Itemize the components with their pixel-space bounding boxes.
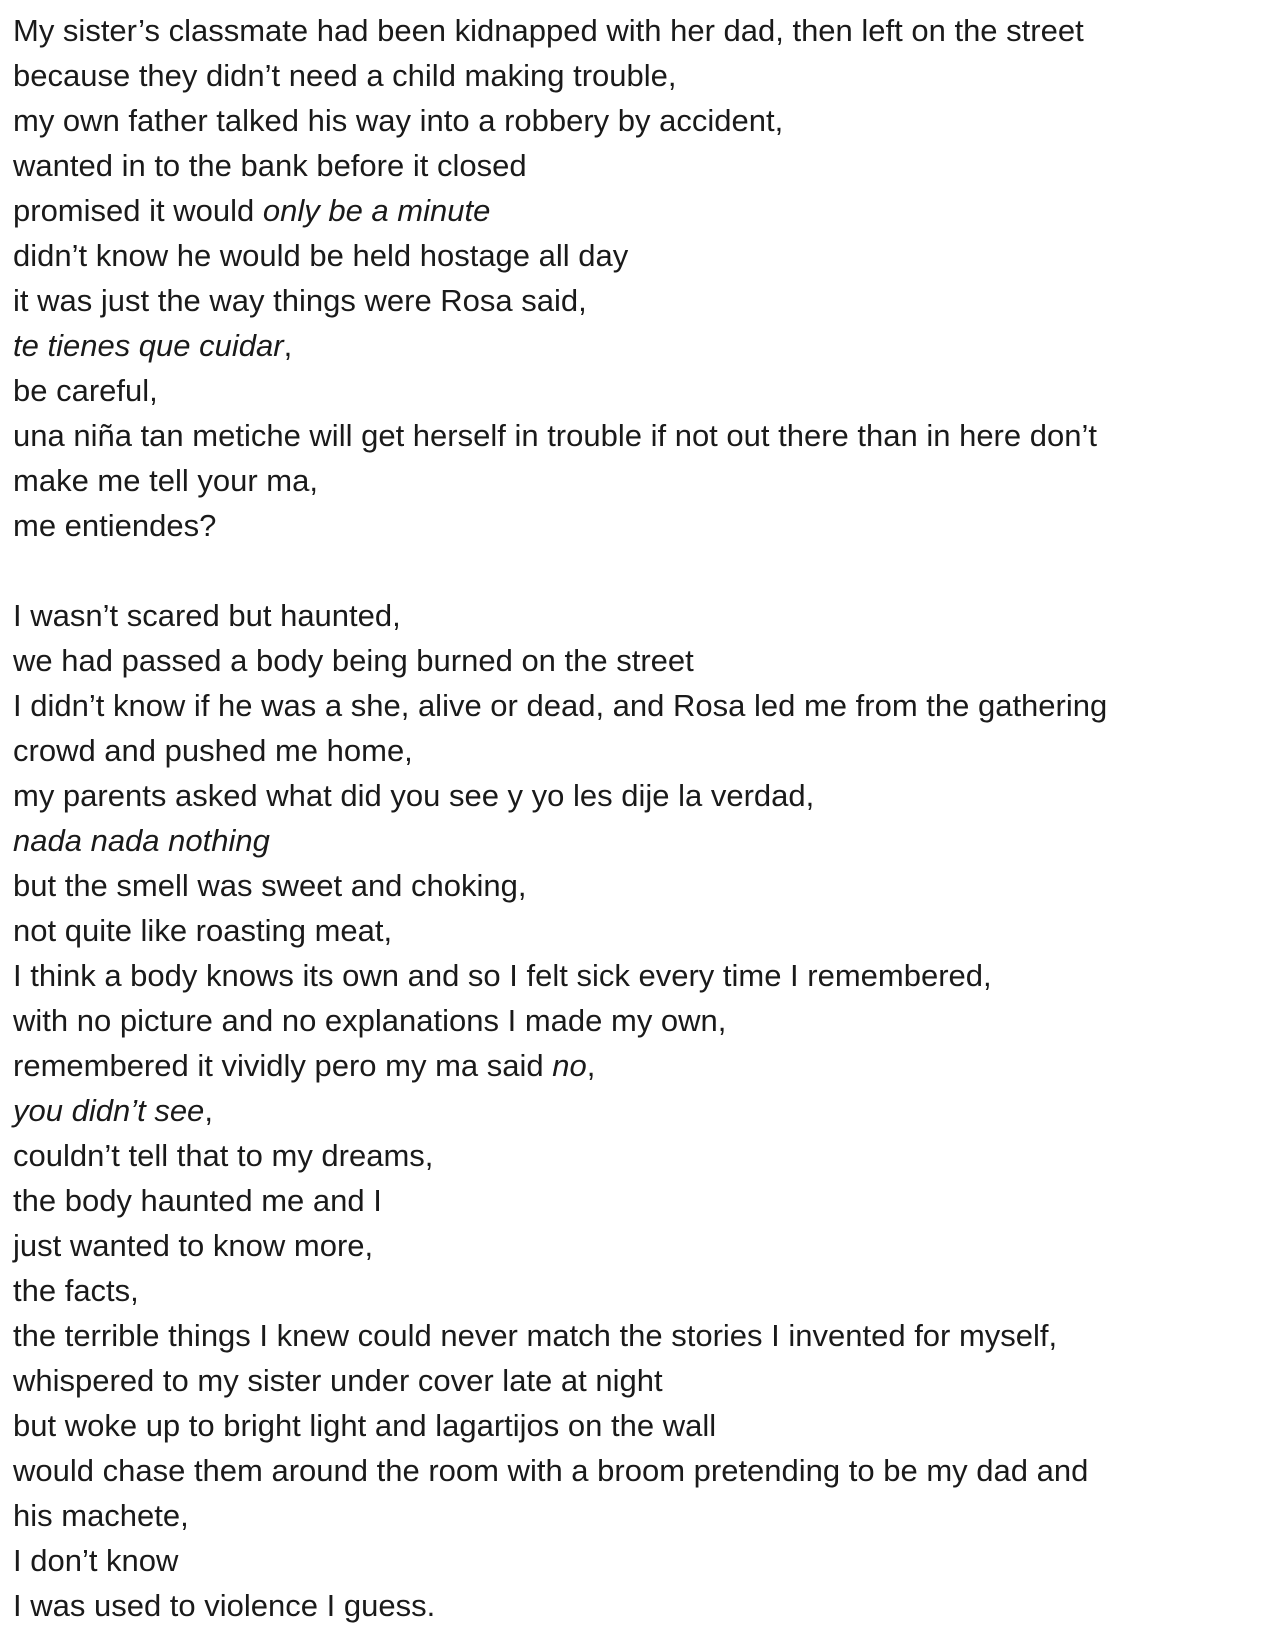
poem-line: [13, 1088, 1263, 1133]
poem-line: [13, 1268, 1263, 1313]
line-text: the facts,: [13, 1273, 139, 1308]
poem-line: [13, 53, 1263, 98]
line-text: I wasn’t scared but haunted,: [13, 598, 401, 633]
poem-line: [13, 1403, 1263, 1448]
stanza-1: [13, 8, 1263, 548]
poem-line: [13, 188, 1263, 233]
line-text: would chase them around the room with a broom pretending to be my dad and: [13, 1453, 1089, 1488]
poem-line: [13, 1043, 1263, 1088]
poem-line: [13, 1538, 1263, 1583]
italic-text: te tienes que cuidar: [13, 328, 284, 363]
poem-page: [13, 8, 1263, 1628]
poem-line: [13, 863, 1263, 908]
line-text: make me tell your ma,: [13, 463, 318, 498]
line-text: with no picture and no explanations I made my own,: [13, 1003, 727, 1038]
poem-line: [13, 1223, 1263, 1268]
line-text: My sister’s classmate had been kidnapped with her dad, then left on the street: [13, 13, 1084, 48]
line-text: didn’t know he would be held hostage all day: [13, 238, 629, 273]
line-text: his machete,: [13, 1498, 189, 1533]
line-text: I didn’t know if he was a she, alive or dead, and Rosa led me from the gathering: [13, 688, 1108, 723]
poem-line: [13, 908, 1263, 953]
line-text: it was just the way things were Rosa said,: [13, 283, 587, 318]
poem-line: [13, 1133, 1263, 1178]
poem-line: [13, 1583, 1263, 1628]
line-text: I think a body knows its own and so I felt sick every time I remembered,: [13, 958, 992, 993]
poem-line: [13, 1493, 1263, 1538]
poem-line: [13, 593, 1263, 638]
poem-line: [13, 773, 1263, 818]
line-text: wanted in to the bank before it closed: [13, 148, 527, 183]
line-text: whispered to my sister under cover late at night: [13, 1363, 663, 1398]
line-text: be careful,: [13, 373, 158, 408]
poem-line: [13, 998, 1263, 1043]
italic-text: you didn’t see: [13, 1093, 205, 1128]
poem-line: [13, 1313, 1263, 1358]
poem-line: [13, 368, 1263, 413]
italic-text: nada nada nothing: [13, 823, 270, 858]
poem-line: [13, 278, 1263, 323]
line-text: my parents asked what did you see y yo les dije la verdad,: [13, 778, 815, 813]
line-text: the terrible things I knew could never match the stories I invented for myself,: [13, 1318, 1058, 1353]
poem-line: [13, 458, 1263, 503]
line-text: promised it would: [13, 193, 263, 228]
poem-line: [13, 233, 1263, 278]
line-text: not quite like roasting meat,: [13, 913, 393, 948]
line-text: my own father talked his way into a robbery by accident,: [13, 103, 784, 138]
italic-text: only be a minute: [262, 193, 491, 228]
poem-line: [13, 638, 1263, 683]
line-text: I don’t know: [13, 1543, 179, 1578]
line-text: couldn’t tell that to my dreams,: [13, 1138, 434, 1173]
poem-line: [13, 818, 1263, 863]
poem-line: [13, 683, 1263, 728]
poem-line: [13, 1178, 1263, 1223]
poem-line: [13, 98, 1263, 143]
poem-line: [13, 503, 1263, 548]
line-text: the body haunted me and I: [13, 1183, 382, 1218]
poem-line: [13, 143, 1263, 188]
line-text: just wanted to know more,: [13, 1228, 374, 1263]
poem-line: [13, 413, 1263, 458]
poem-line: [13, 8, 1263, 53]
line-text: una niña tan metiche will get herself in trouble if not out there than in here don’t: [13, 418, 1097, 453]
line-text: I was used to violence I guess.: [13, 1588, 436, 1623]
line-text: remembered it vividly pero my ma said: [13, 1048, 553, 1083]
poem-line: [13, 323, 1263, 368]
stanza-break: [13, 548, 1263, 593]
italic-text: no: [552, 1048, 587, 1083]
line-text: ,: [283, 328, 293, 363]
stanza-2: [13, 593, 1263, 1628]
line-text: but the smell was sweet and choking,: [13, 868, 527, 903]
line-text: me entiendes?: [13, 508, 217, 543]
poem-line: [13, 953, 1263, 998]
poem-line: [13, 728, 1263, 773]
line-text: ,: [586, 1048, 596, 1083]
poem-line: [13, 1448, 1263, 1493]
line-text: ,: [204, 1093, 213, 1128]
line-text: crowd and pushed me home,: [13, 733, 413, 768]
line-text: but woke up to bright light and lagartijos on the wall: [13, 1408, 717, 1443]
line-text: we had passed a body being burned on the street: [13, 643, 694, 678]
line-text: because they didn’t need a child making trouble,: [13, 58, 677, 93]
poem-line: [13, 1358, 1263, 1403]
